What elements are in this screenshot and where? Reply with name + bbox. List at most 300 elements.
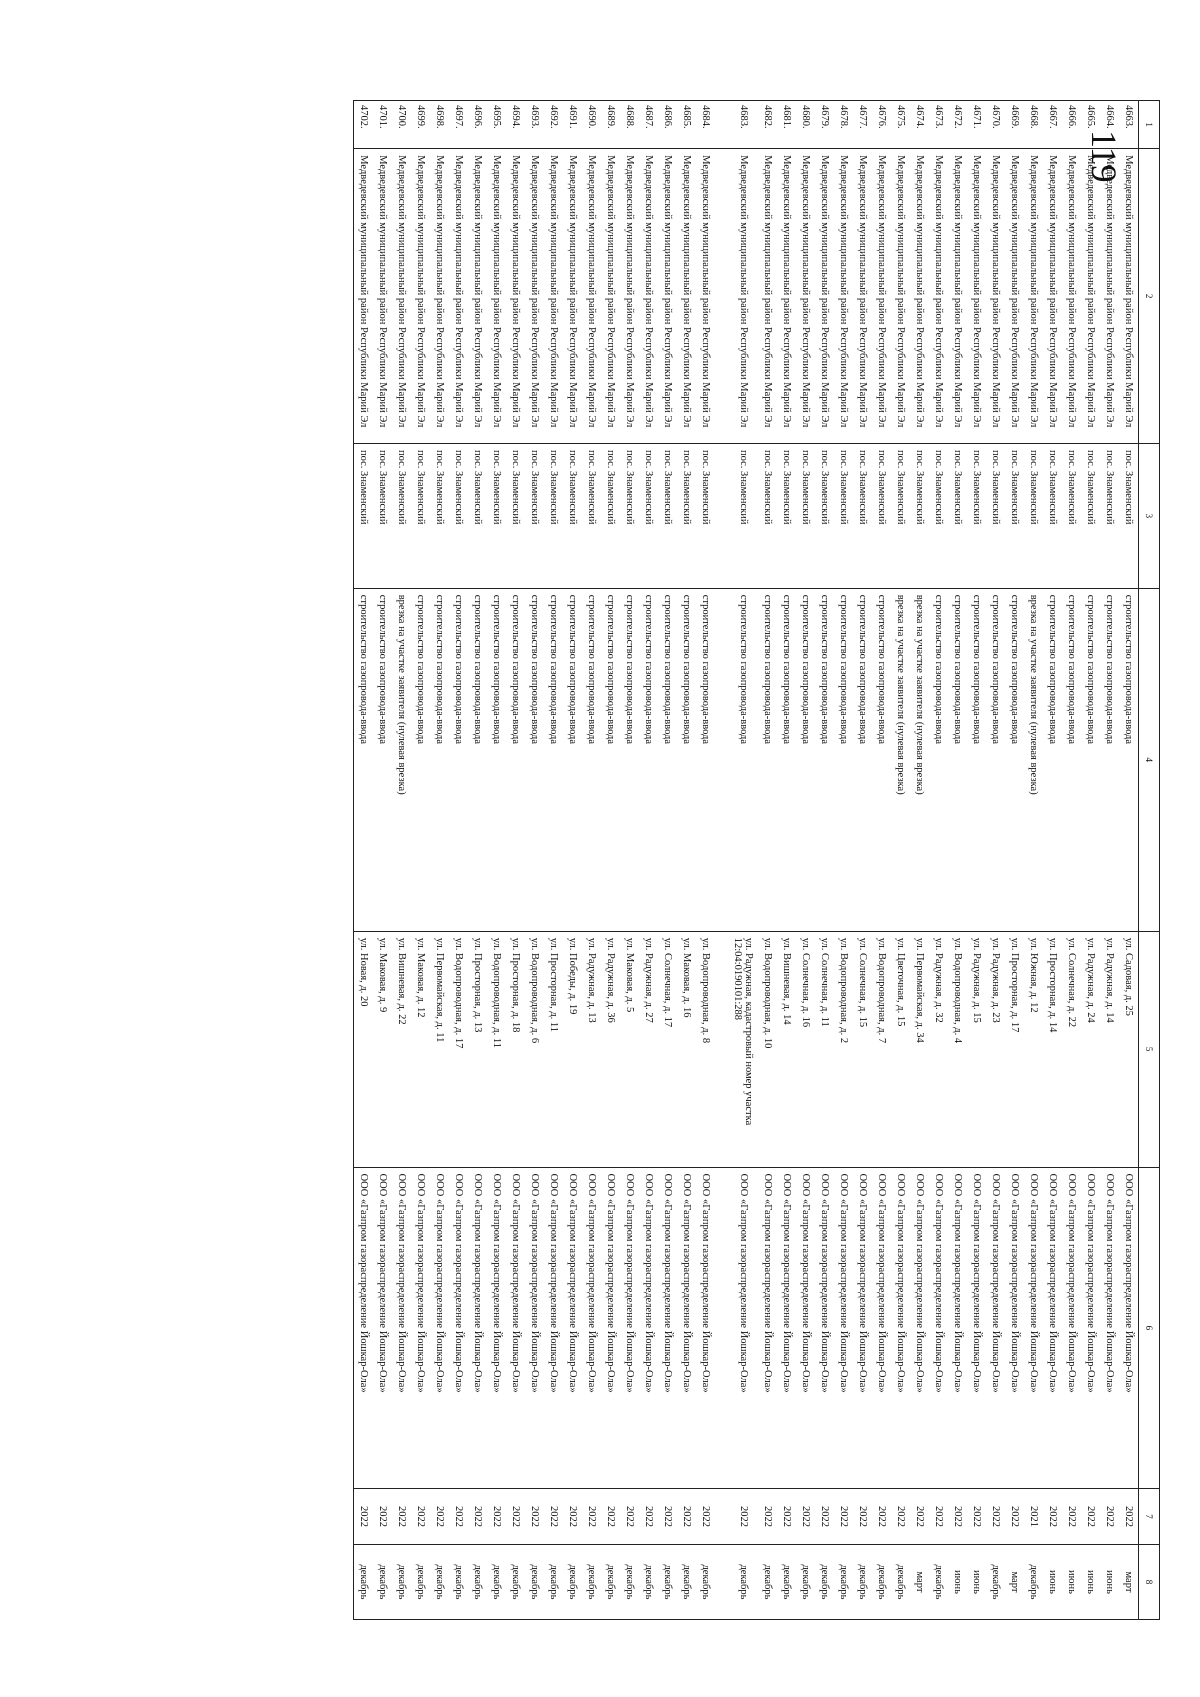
district-cell: Медведевский муниципальный район Республики Марий Эл [967, 149, 986, 444]
work-type-cell: строительство газопровода-ввода [796, 588, 815, 931]
organization-cell: ООО «Газпром газораспределение Йошкар-Ола» [758, 1167, 777, 1489]
district-cell: Медведевский муниципальный район Республики Марий Эл [1005, 149, 1024, 444]
organization-cell: ООО «Газпром газораспределение Йошкар-Ола» [620, 1167, 639, 1489]
work-type-cell: строительство газопровода-ввода [525, 588, 544, 931]
settlement-cell: пос. Знаменский [891, 444, 910, 589]
month-cell: декабрь [696, 1544, 715, 1619]
settlement-cell: пос. Знаменский [373, 444, 392, 589]
settlement-cell: пос. Знаменский [1062, 444, 1081, 589]
month-cell: март [910, 1544, 929, 1619]
row-number-cell: 4663. [1119, 101, 1139, 149]
work-type-cell: строительство газопровода-ввода [948, 588, 967, 931]
table-row [986, 101, 1005, 1620]
district-cell: Медведевский муниципальный район Республики Марий Эл [677, 149, 696, 444]
settlement-cell: пос. Знаменский [392, 444, 411, 589]
month-cell: декабрь [758, 1544, 777, 1619]
table-row [601, 101, 620, 1620]
work-type-cell: строительство газопровода-ввода [1062, 588, 1081, 931]
district-cell: Медведевский муниципальный район Республики Марий Эл [563, 149, 582, 444]
organization-cell: ООО «Газпром газораспределение Йошкар-Ола» [777, 1167, 796, 1489]
district-cell: Медведевский муниципальный район Республики Марий Эл [487, 149, 506, 444]
work-type-cell: строительство газопровода-ввода [986, 588, 1005, 931]
year-cell: 2022 [506, 1489, 525, 1545]
address-cell: ул. Просторная, д. 14 [1043, 931, 1062, 1167]
year-cell: 2022 [728, 1489, 758, 1545]
month-cell: декабрь [449, 1544, 468, 1619]
organization-cell: ООО «Газпром газораспределение Йошкар-Ола» [677, 1167, 696, 1489]
row-number-cell: 4670. [986, 101, 1005, 149]
year-cell: 2022 [544, 1489, 563, 1545]
table-row [525, 101, 544, 1620]
year-cell: 2022 [853, 1489, 872, 1545]
table-row [1024, 101, 1043, 1620]
month-cell: декабрь [563, 1544, 582, 1619]
address-cell: ул. Радужная, д. 13 [582, 931, 601, 1167]
address-cell: ул. Водопроводная, д. 11 [487, 931, 506, 1167]
month-cell: декабрь [506, 1544, 525, 1619]
table-row [1043, 101, 1062, 1620]
year-cell: 2022 [1062, 1489, 1081, 1545]
address-cell: ул. Новая, д. 20 [354, 931, 374, 1167]
work-type-cell: строительство газопровода-ввода [506, 588, 525, 931]
district-cell: Медведевский муниципальный район Республики Марий Эл [411, 149, 430, 444]
organization-cell: ООО «Газпром газораспределение Йошкар-Ола» [392, 1167, 411, 1489]
district-cell: Медведевский муниципальный район Республики Марий Эл [373, 149, 392, 444]
month-cell: декабрь [1024, 1544, 1043, 1619]
table-row [430, 101, 449, 1620]
month-cell: декабрь [468, 1544, 487, 1619]
row-number-cell: 4687. [639, 101, 658, 149]
table-row [620, 101, 639, 1620]
work-type-cell: строительство газопровода-ввода [468, 588, 487, 931]
district-cell: Медведевский муниципальный район Республики Марий Эл [1100, 149, 1119, 444]
month-cell: декабрь [639, 1544, 658, 1619]
organization-cell: ООО «Газпром газораспределение Йошкар-Ола» [601, 1167, 620, 1489]
settlement-cell: пос. Знаменский [796, 444, 815, 589]
work-type-cell: строительство газопровода-ввода [563, 588, 582, 931]
row-number-cell: 4672. [948, 101, 967, 149]
work-type-cell: строительство газопровода-ввода [1081, 588, 1100, 931]
year-cell: 2022 [696, 1489, 715, 1545]
settlement-cell: пос. Знаменский [506, 444, 525, 589]
address-cell: ул. Радужная, д. 32 [929, 931, 948, 1167]
address-cell: ул. Солнечная, д. 15 [853, 931, 872, 1167]
district-cell: Медведевский муниципальный район Республики Марий Эл [506, 149, 525, 444]
year-cell: 2022 [430, 1489, 449, 1545]
table-row [639, 101, 658, 1620]
settlement-cell: пос. Знаменский [967, 444, 986, 589]
table-row [544, 101, 563, 1620]
district-cell: Медведевский муниципальный район Республики Марий Эл [929, 149, 948, 444]
month-cell: декабрь [525, 1544, 544, 1619]
organization-cell: ООО «Газпром газораспределение Йошкар-Ола» [1062, 1167, 1081, 1489]
work-type-cell: строительство газопровода-ввода [967, 588, 986, 931]
district-cell: Медведевский муниципальный район Республики Марий Эл [468, 149, 487, 444]
row-number-cell: 4701. [373, 101, 392, 149]
column-header-1: 1 [1139, 101, 1160, 149]
month-cell: декабрь [872, 1544, 891, 1619]
settlement-cell: пос. Знаменский [354, 444, 374, 589]
month-cell: декабрь [392, 1544, 411, 1619]
work-type-cell: строительство газопровода-ввода [601, 588, 620, 931]
spacer-cell [715, 1544, 728, 1619]
district-cell: Медведевский муниципальный район Республики Марий Эл [910, 149, 929, 444]
district-cell: Медведевский муниципальный район Республики Марий Эл [986, 149, 1005, 444]
year-cell: 2022 [758, 1489, 777, 1545]
work-type-cell: строительство газопровода-ввода [1100, 588, 1119, 931]
organization-cell: ООО «Газпром газораспределение Йошкар-Ола» [468, 1167, 487, 1489]
row-number-cell: 4681. [777, 101, 796, 149]
row-number-cell: 4689. [601, 101, 620, 149]
settlement-cell: пос. Знаменский [834, 444, 853, 589]
organization-cell: ООО «Газпром газораспределение Йошкар-Ола» [373, 1167, 392, 1489]
row-number-cell: 4676. [872, 101, 891, 149]
organization-cell: ООО «Газпром газораспределение Йошкар-Ола» [910, 1167, 929, 1489]
month-cell: июнь [948, 1544, 967, 1619]
settlement-cell: пос. Знаменский [582, 444, 601, 589]
year-cell: 2022 [1005, 1489, 1024, 1545]
organization-cell: ООО «Газпром газораспределение Йошкар-Ола» [582, 1167, 601, 1489]
settlement-cell: пос. Знаменский [449, 444, 468, 589]
table-row [758, 101, 777, 1620]
address-cell: ул. Водопроводная, д. 17 [449, 931, 468, 1167]
work-type-cell: строительство газопровода-ввода [620, 588, 639, 931]
month-cell: декабрь [986, 1544, 1005, 1619]
table-row [354, 101, 374, 1620]
work-type-cell: строительство газопровода-ввода [582, 588, 601, 931]
table-row [796, 101, 815, 1620]
address-cell: ул. Радужная, д. 14 [1100, 931, 1119, 1167]
district-cell: Медведевский муниципальный район Республики Марий Эл [796, 149, 815, 444]
district-cell: Медведевский муниципальный район Республики Марий Эл [1119, 149, 1139, 444]
table-row [815, 101, 834, 1620]
year-cell: 2022 [815, 1489, 834, 1545]
year-cell: 2022 [449, 1489, 468, 1545]
row-number-cell: 4685. [677, 101, 696, 149]
organization-cell: ООО «Газпром газораспределение Йошкар-Ола» [354, 1167, 374, 1489]
row-number-cell: 4674. [910, 101, 929, 149]
spacer-cell [715, 588, 728, 931]
organization-cell: ООО «Газпром газораспределение Йошкар-Ола» [1119, 1167, 1139, 1489]
address-cell: ул. Цветочная, д. 15 [891, 931, 910, 1167]
column-header-6: 6 [1139, 1167, 1160, 1489]
address-cell: ул. Победы, д. 19 [563, 931, 582, 1167]
month-cell: декабрь [677, 1544, 696, 1619]
month-cell: декабрь [853, 1544, 872, 1619]
settlement-cell: пос. Знаменский [1043, 444, 1062, 589]
year-cell: 2022 [582, 1489, 601, 1545]
column-header-7: 7 [1139, 1489, 1160, 1545]
address-cell: ул. Южная, д. 12 [1024, 931, 1043, 1167]
table-row [929, 101, 948, 1620]
settlement-cell: пос. Знаменский [728, 444, 758, 589]
address-cell: ул. Радужная, д. 23 [986, 931, 1005, 1167]
address-cell: ул. Первомайская, д. 11 [430, 931, 449, 1167]
row-number-cell: 4702. [354, 101, 374, 149]
table-row [1005, 101, 1024, 1620]
row-number-cell: 4671. [967, 101, 986, 149]
spacer-cell [715, 149, 728, 444]
column-header-3: 3 [1139, 444, 1160, 589]
year-cell: 2022 [910, 1489, 929, 1545]
table-row [373, 101, 392, 1620]
address-cell: ул. Маковая, д. 16 [677, 931, 696, 1167]
month-cell: декабрь [891, 1544, 910, 1619]
row-number-cell: 4667. [1043, 101, 1062, 149]
organization-cell: ООО «Газпром газораспределение Йошкар-Ола» [1024, 1167, 1043, 1489]
district-cell: Медведевский муниципальный район Республики Марий Эл [392, 149, 411, 444]
year-cell: 2022 [1119, 1489, 1139, 1545]
organization-cell: ООО «Газпром газораспределение Йошкар-Ола» [872, 1167, 891, 1489]
work-type-cell: врезка на участке заявителя (нулевая врезка) [910, 588, 929, 931]
address-cell: ул. Маковая, д. 12 [411, 931, 430, 1167]
settlement-cell: пос. Знаменский [815, 444, 834, 589]
row-number-cell: 4697. [449, 101, 468, 149]
work-type-cell: строительство газопровода-ввода [728, 588, 758, 931]
work-type-cell: строительство газопровода-ввода [544, 588, 563, 931]
organization-cell: ООО «Газпром газораспределение Йошкар-Ола» [967, 1167, 986, 1489]
work-type-cell: строительство газопровода-ввода [777, 588, 796, 931]
address-cell: ул. Радужная, д. 24 [1081, 931, 1100, 1167]
month-cell: июнь [1043, 1544, 1062, 1619]
district-cell: Медведевский муниципальный район Республики Марий Эл [525, 149, 544, 444]
organization-cell: ООО «Газпром газораспределение Йошкар-Ола» [449, 1167, 468, 1489]
month-cell: декабрь [658, 1544, 677, 1619]
year-cell: 2022 [658, 1489, 677, 1545]
table-row [872, 101, 891, 1620]
row-number-cell: 4678. [834, 101, 853, 149]
table-body [354, 101, 1139, 1620]
address-cell: ул. Радужная, д. 36 [601, 931, 620, 1167]
year-cell: 2022 [639, 1489, 658, 1545]
work-type-cell: строительство газопровода-ввода [430, 588, 449, 931]
row-number-cell: 4664. [1100, 101, 1119, 149]
row-number-cell: 4698. [430, 101, 449, 149]
district-cell: Медведевский муниципальный район Республики Марий Эл [948, 149, 967, 444]
table-row [853, 101, 872, 1620]
district-cell: Медведевский муниципальный район Республики Марий Эл [853, 149, 872, 444]
work-type-cell: строительство газопровода-ввода [658, 588, 677, 931]
table-row [728, 101, 758, 1620]
organization-cell: ООО «Газпром газораспределение Йошкар-Ола» [1043, 1167, 1062, 1489]
month-cell: декабрь [582, 1544, 601, 1619]
month-cell: декабрь [777, 1544, 796, 1619]
work-type-cell: строительство газопровода-ввода [677, 588, 696, 931]
address-cell: ул. Солнечная, д. 22 [1062, 931, 1081, 1167]
settlement-cell: пос. Знаменский [872, 444, 891, 589]
district-cell: Медведевский муниципальный район Республики Марий Эл [430, 149, 449, 444]
work-type-cell: строительство газопровода-ввода [815, 588, 834, 931]
settlement-cell: пос. Знаменский [853, 444, 872, 589]
table-row [891, 101, 910, 1620]
district-cell: Медведевский муниципальный район Республики Марий Эл [1062, 149, 1081, 444]
address-cell: ул. Радужная, д. 15 [967, 931, 986, 1167]
month-cell: декабрь [354, 1544, 374, 1619]
month-cell: декабрь [487, 1544, 506, 1619]
row-number-cell: 4677. [853, 101, 872, 149]
year-cell: 2022 [563, 1489, 582, 1545]
table-row [967, 101, 986, 1620]
work-type-cell: строительство газопровода-ввода [354, 588, 374, 931]
work-type-cell: строительство газопровода-ввода [1043, 588, 1062, 931]
organization-cell: ООО «Газпром газораспределение Йошкар-Ола» [815, 1167, 834, 1489]
month-cell: декабрь [373, 1544, 392, 1619]
row-number-cell: 4683. [728, 101, 758, 149]
work-type-cell: строительство газопровода-ввода [834, 588, 853, 931]
month-cell: июнь [1062, 1544, 1081, 1619]
settlement-cell: пос. Знаменский [758, 444, 777, 589]
address-cell: ул. Маковая, д. 5 [620, 931, 639, 1167]
table-row [658, 101, 677, 1620]
table-row [834, 101, 853, 1620]
spacer-cell [715, 101, 728, 149]
address-cell: ул. Водопроводная, д. 2 [834, 931, 853, 1167]
address-cell: ул. Солнечная, д. 16 [796, 931, 815, 1167]
address-cell: ул. Радужная, д. 27 [639, 931, 658, 1167]
row-number-cell: 4679. [815, 101, 834, 149]
year-cell: 2022 [601, 1489, 620, 1545]
work-type-cell: строительство газопровода-ввода [872, 588, 891, 931]
row-number-cell: 4675. [891, 101, 910, 149]
month-cell: декабрь [601, 1544, 620, 1619]
column-header-5: 5 [1139, 931, 1160, 1167]
table-row [411, 101, 430, 1620]
table-row [1081, 101, 1100, 1620]
settlement-cell: пос. Знаменский [658, 444, 677, 589]
address-cell: ул. Маковая, д. 9 [373, 931, 392, 1167]
work-type-cell: строительство газопровода-ввода [373, 588, 392, 931]
month-cell: июнь [1100, 1544, 1119, 1619]
organization-cell: ООО «Газпром газораспределение Йошкар-Ола» [487, 1167, 506, 1489]
settlement-cell: пос. Знаменский [525, 444, 544, 589]
settlement-cell: пос. Знаменский [1005, 444, 1024, 589]
organization-cell: ООО «Газпром газораспределение Йошкар-Ола» [506, 1167, 525, 1489]
district-cell: Медведевский муниципальный район Республики Марий Эл [658, 149, 677, 444]
work-type-cell: строительство газопровода-ввода [929, 588, 948, 931]
settlement-cell: пос. Знаменский [544, 444, 563, 589]
settlement-cell: пос. Знаменский [1119, 444, 1139, 589]
address-cell: ул. Водопроводная, д. 10 [758, 931, 777, 1167]
district-cell: Медведевский муниципальный район Республики Марий Эл [1043, 149, 1062, 444]
organization-cell: ООО «Газпром газораспределение Йошкар-Ола» [929, 1167, 948, 1489]
year-cell: 2022 [967, 1489, 986, 1545]
column-header-2: 2 [1139, 149, 1160, 444]
table-row [1100, 101, 1119, 1620]
district-cell: Медведевский муниципальный район Республики Марий Эл [354, 149, 374, 444]
organization-cell: ООО «Газпром газораспределение Йошкар-Ола» [1081, 1167, 1100, 1489]
spacer-cell [715, 931, 728, 1167]
column-header-8: 8 [1139, 1544, 1160, 1619]
year-cell: 2022 [1081, 1489, 1100, 1545]
table-row [582, 101, 601, 1620]
row-number-cell: 4682. [758, 101, 777, 149]
month-cell: декабрь [620, 1544, 639, 1619]
work-type-cell: строительство газопровода-ввода [853, 588, 872, 931]
organization-cell: ООО «Газпром газораспределение Йошкар-Ола» [948, 1167, 967, 1489]
spacer-cell [715, 1489, 728, 1545]
district-cell: Медведевский муниципальный район Республики Марий Эл [815, 149, 834, 444]
spacer-cell [715, 1167, 728, 1489]
organization-cell: ООО «Газпром газораспределение Йошкар-Ола» [986, 1167, 1005, 1489]
organization-cell: ООО «Газпром газораспределение Йошкар-Ола» [891, 1167, 910, 1489]
district-cell: Медведевский муниципальный район Республики Марий Эл [728, 149, 758, 444]
month-cell: март [1005, 1544, 1024, 1619]
month-cell: декабрь [796, 1544, 815, 1619]
district-cell: Медведевский муниципальный район Республики Марий Эл [449, 149, 468, 444]
organization-cell: ООО «Газпром газораспределение Йошкар-Ола» [639, 1167, 658, 1489]
year-cell: 2022 [525, 1489, 544, 1545]
month-cell: декабрь [834, 1544, 853, 1619]
table-row [1119, 101, 1139, 1620]
district-cell: Медведевский муниципальный район Республики Марий Эл [872, 149, 891, 444]
settlement-cell: пос. Знаменский [696, 444, 715, 589]
month-cell: декабрь [728, 1544, 758, 1619]
address-cell: ул. Первомайская, д. 34 [910, 931, 929, 1167]
organization-cell: ООО «Газпром газораспределение Йошкар-Ола» [658, 1167, 677, 1489]
organization-cell: ООО «Газпром газораспределение Йошкар-Ола» [525, 1167, 544, 1489]
year-cell: 2022 [468, 1489, 487, 1545]
organization-cell: ООО «Газпром газораспределение Йошкар-Ола» [834, 1167, 853, 1489]
month-cell: декабрь [411, 1544, 430, 1619]
table-row [449, 101, 468, 1620]
year-cell: 2022 [986, 1489, 1005, 1545]
organization-cell: ООО «Газпром газораспределение Йошкар-Ола» [411, 1167, 430, 1489]
gasification-table [353, 100, 1160, 1620]
organization-cell: ООО «Газпром газораспределение Йошкар-Ола» [696, 1167, 715, 1489]
year-cell: 2022 [891, 1489, 910, 1545]
district-cell: Медведевский муниципальный район Республики Марий Эл [582, 149, 601, 444]
year-cell: 2022 [796, 1489, 815, 1545]
organization-cell: ООО «Газпром газораспределение Йошкар-Ола» [728, 1167, 758, 1489]
work-type-cell: строительство газопровода-ввода [1005, 588, 1024, 931]
district-cell: Медведевский муниципальный район Республики Марий Эл [696, 149, 715, 444]
organization-cell: ООО «Газпром газораспределение Йошкар-Ола» [430, 1167, 449, 1489]
work-type-cell: строительство газопровода-ввода [696, 588, 715, 931]
year-cell: 2022 [948, 1489, 967, 1545]
settlement-cell: пос. Знаменский [411, 444, 430, 589]
organization-cell: ООО «Газпром газораспределение Йошкар-Ола» [853, 1167, 872, 1489]
settlement-cell: пос. Знаменский [430, 444, 449, 589]
organization-cell: ООО «Газпром газораспределение Йошкар-Ола» [796, 1167, 815, 1489]
district-cell: Медведевский муниципальный район Республики Марий Эл [1024, 149, 1043, 444]
table-row [1062, 101, 1081, 1620]
row-number-cell: 4673. [929, 101, 948, 149]
district-cell: Медведевский муниципальный район Республики Марий Эл [639, 149, 658, 444]
month-cell: декабрь [430, 1544, 449, 1619]
row-number-cell: 4691. [563, 101, 582, 149]
district-cell: Медведевский муниципальный район Республики Марий Эл [544, 149, 563, 444]
row-number-cell: 4665. [1081, 101, 1100, 149]
organization-cell: ООО «Газпром газораспределение Йошкар-Ола» [1100, 1167, 1119, 1489]
table-row [910, 101, 929, 1620]
address-cell: ул. Садовая, д. 25 [1119, 931, 1139, 1167]
year-cell: 2022 [1043, 1489, 1062, 1545]
work-type-cell: строительство газопровода-ввода [449, 588, 468, 931]
work-type-cell: строительство газопровода-ввода [758, 588, 777, 931]
table-row [677, 101, 696, 1620]
district-cell: Медведевский муниципальный район Республики Марий Эл [601, 149, 620, 444]
year-cell: 2022 [373, 1489, 392, 1545]
settlement-cell: пос. Знаменский [487, 444, 506, 589]
settlement-cell: пос. Знаменский [929, 444, 948, 589]
row-number-cell: 4695. [487, 101, 506, 149]
month-cell: декабрь [544, 1544, 563, 1619]
row-number-cell: 4669. [1005, 101, 1024, 149]
table-row [696, 101, 715, 1620]
table-row [777, 101, 796, 1620]
settlement-cell: пос. Знаменский [563, 444, 582, 589]
year-cell: 2022 [354, 1489, 374, 1545]
